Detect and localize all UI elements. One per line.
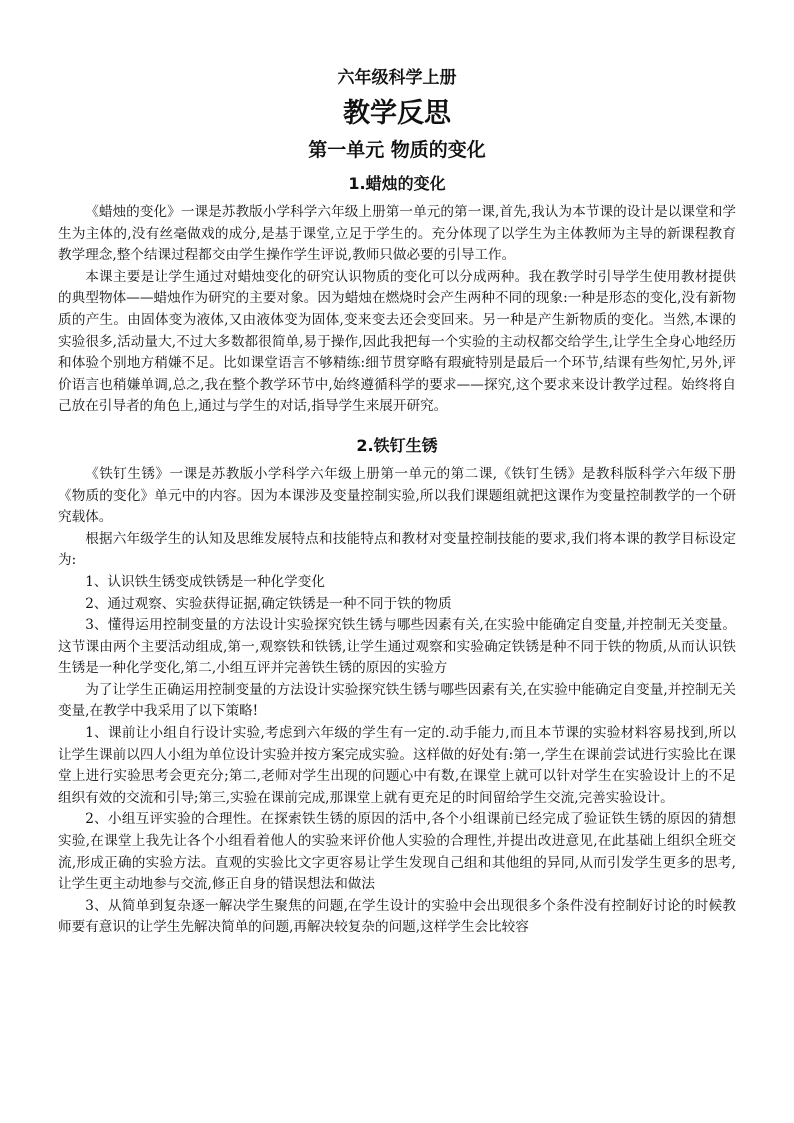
grade-title: 六年级科学上册 xyxy=(337,68,457,88)
unit-title: 第一单元 物质的变化 xyxy=(308,139,486,161)
lesson-2-goal-item: 1、认识铁生锈变成铁锈是一种化学变化 xyxy=(85,573,325,590)
document-page xyxy=(58,66,736,939)
lesson-2-goal-item: 2、通过观察、实验获得证据,确定铁锈是一种不同于铁的物质 xyxy=(85,595,452,612)
lesson-2-strategy-item: 2、小组互评实验的合理性。在探索铁生锈的原因的活中,各个小组课前已经完成了验证铁生锈的原因的猜想实验,在课堂上我先让各个小组看着他人的实验来评价他人实验的合理性,并提出改进意见,在此基础上组织全班交流,形成正确的实验方法。直观的实验比文字更容易让学生发现自己组和其他组的异同,从而引发学生更多的思考,让学生更主动地参与交流,修正自身的错误想法和做法 xyxy=(58,811,736,893)
lesson-2-title: 2.铁钉生锈 xyxy=(356,435,438,455)
lesson-2-paragraph: 根据六年级学生的认知及思维发展特点和技能特点和教材对变量控制技能的要求,我们将本课的教学目标设定为: xyxy=(58,530,736,569)
lesson-2-strategy-item: 3、从简单到复杂逐一解决学生聚焦的问题,在学生设计的实验中会出现很多个条件没有控制好讨论的时候教师要有意识的让学生先解决简单的问题,再解决较复杂的问题,这样学生会比较容 xyxy=(58,897,736,936)
lesson-2-strategy-item: 1、课前让小组自行设计实验,考虑到六年级的学生有一定的.动手能力,而且本节课的实验材料容易找到,所以让学生课前以四人小组为单位设计实验并按方案完成实验。这样做的好处有:第一,学生在课前尝试进行实验比在课堂上进行实验思考会更充分;第二,老师对学生出现的问题心中有数,在课堂上就可以针对学生在实验设计上的不足组织有效的交流和引导;第三,实验在课前完成,那课堂上就有更充足的时间留给学生交流,完善实验设计。 xyxy=(58,725,736,806)
lesson-2-paragraph: 《铁钉生锈》一课是苏教版小学科学六年级上册第一单元的第二课,《铁钉生锈》是教科版科学六年级下册《物质的变化》单元中的内容。因为本课涉及变量控制实验,所以我们课题组就把这课作为变量控制教学的一个研究载体。 xyxy=(58,465,736,526)
main-title: 教学反思 xyxy=(343,98,451,129)
lesson-1-title: 1.蜡烛的变化 xyxy=(348,174,446,193)
lesson-2-paragraph: 为了让学生正确运用控制变量的方法设计实验探究铁生锈与哪些因素有关,在实验中能确定自变量,并控制无关变量,在教学中我采用了以下策略! xyxy=(58,681,736,720)
lesson-1-paragraph: 《蜡烛的变化》一课是苏教版小学科学六年级上册第一单元的第一课,首先,我认为本节课的设计是以课堂和学生为主体的,没有丝毫做戏的成分,是基于课堂,立足于学生的。充分体现了以学生为主体教师为主导的新课程教育教学理念,整个结课过程都交由学生操作学生评说,教师只做必要的引导工作。 xyxy=(58,204,736,264)
lesson-2-goal-item: 3、懂得运用控制变量的方法设计实验探究铁生锈与哪些因素有关,在实验中能确定自变量,并控制无关变量。这节课由两个主要活动组成,第一,观察铁和铁锈,让学生通过观察和实验确定铁锈是种不同于铁的物质,从而认识铁生锈是一种化学变化,第二,小组互评并完善铁生锈的原因的实验方 xyxy=(58,617,736,677)
lesson-1-paragraph: 本课主要是让学生通过对蜡烛变化的研究认识物质的变化可以分成两种。我在教学时引导学生使用教材提供的典型物体——蜡烛作为研究的主要对象。因为蜡烛在燃烧时会产生两种不同的现象:一种是形态的变化,没有新物质的产生。由固体变为液体,又由液体变为固体,变来变去还会变回来。另一种是产生新物质的变化。当然,本课的实验很多,活动量大,不过大多数都很简单,易于操作,因此我把每一个实验的主动权都交给学生,让学生全身心地经历和体验个别地方稍嫌不足。比如课堂语言不够精练:细节贯穿略有瑕疵特别是最后一个环节,结课有些匆忙,另外,评价语言也稍嫌单调,总之,我在整个教学环节中,始终遵循科学的要求——探究,这个要求来设计教学过程。始终将自己放在引导者的角色上,通过与学生的对话,指导学生来展开研究。 xyxy=(58,268,736,415)
